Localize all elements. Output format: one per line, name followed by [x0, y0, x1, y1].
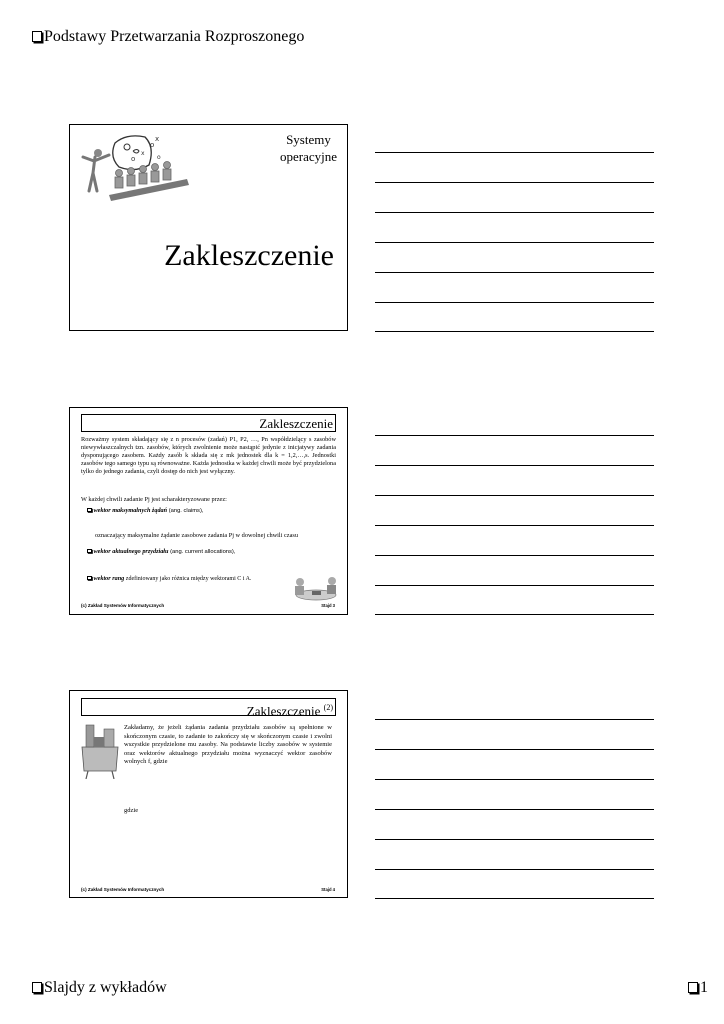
slide-3 [69, 690, 348, 898]
note-line [375, 182, 654, 183]
svg-text:o: o [131, 155, 136, 163]
bullet-claims-rest: (ang. claims), [167, 508, 204, 514]
page-footer [32, 979, 167, 997]
note-line [375, 585, 654, 586]
checkbox-bullet-icon [87, 508, 92, 513]
bullet-claims-bold: wektor maksymalnych żądań [93, 507, 168, 514]
page-number-value: 1 [700, 979, 708, 996]
note-line [375, 272, 654, 273]
page-footer-left: Slajdy z wykładów [44, 979, 167, 996]
slide-2-footer-left: (c) Zakład Systemów Informatycznych [81, 603, 165, 608]
note-line [375, 614, 654, 615]
note-line [375, 555, 654, 556]
slide-2-bullet-rank [87, 575, 251, 582]
note-line [375, 749, 654, 750]
note-line [375, 152, 654, 153]
checkbox-bullet-icon [32, 982, 42, 993]
note-line [375, 495, 654, 496]
slide-1 [69, 124, 348, 331]
svg-text:o: o [150, 141, 155, 149]
note-line [375, 719, 654, 720]
bullet-rank-rest: zdefiniowany jako różnica między wektorami C i A. [124, 576, 252, 582]
checkbox-bullet-icon [32, 31, 42, 42]
note-line [375, 242, 654, 243]
slide-3-paragraph-2: gdzie [124, 807, 139, 814]
slide-2-footer-right: Stajd 3 [321, 603, 335, 608]
note-line [375, 779, 654, 780]
checkbox-bullet-icon [688, 982, 698, 993]
note-line [375, 525, 654, 526]
slide-3-footer-right: Stajd 4 [321, 887, 335, 892]
computer-desk-clipart-icon [78, 721, 122, 779]
page-number [688, 979, 708, 997]
note-line [375, 898, 654, 899]
slide-1-subtitle-line2: operacyjne [279, 149, 337, 164]
slide-3-title-text: Zakleszczenie [246, 703, 321, 719]
note-line [375, 465, 654, 466]
slide-1-subtitle-line1: Systemy [286, 132, 331, 147]
slide-2-bullet-allocations [87, 548, 235, 555]
slide-3-title-sup: (2) [323, 703, 333, 712]
slide-3-title [81, 698, 336, 719]
slide-3-footer-left: (c) Zakład Systemów Informatycznych [81, 887, 165, 892]
slide-2-title: Zakleszczenie [81, 414, 336, 432]
slide-2-note: oznaczający maksymalne żądanie zasobowe zadania Pj w dowolnej chwili czasu [95, 532, 298, 539]
checkbox-bullet-icon [87, 576, 92, 581]
slide-1-title: Zakleszczenie [164, 239, 334, 272]
page-header [32, 28, 304, 46]
slide-2-paragraph-2: W każdej chwili zadanie Pj jest scharakteryzowane przez: [81, 496, 227, 503]
teacher-presentation-clipart-icon [75, 129, 193, 209]
svg-text:x: x [141, 150, 145, 157]
note-line [375, 869, 654, 870]
note-line [375, 212, 654, 213]
checkbox-bullet-icon [87, 549, 92, 554]
page-header-title: Podstawy Przetwarzania Rozproszonego [44, 28, 305, 45]
slide-3-paragraph-1: Zakładamy, że jeżeli żądania zadania przydziału zasobów są spełnione w skończonym czasie, to zadanie to zakończy się w skończonym czasie i zwolni wszystkie przydzielone mu zasoby. Na podstawie liczby zasobów w systemie oraz wektorów aktualnego przydziału można wyznaczyć wektor zasobów wolnych f, gdzie [124, 724, 332, 766]
svg-text:o: o [157, 154, 161, 161]
bullet-allocations-bold: wektor aktualnego przydziału [93, 548, 169, 555]
slide-2 [69, 407, 348, 615]
people-table-clipart-icon [288, 574, 344, 604]
note-line [375, 809, 654, 810]
svg-text:x: x [155, 135, 160, 143]
slide-1-subtitle [280, 131, 337, 165]
bullet-rank-bold: wektor rang [93, 575, 125, 582]
slide-2-paragraph-1: Rozważmy system składający się z n procesów (zadań) P1, P2, …, Pn współdzielący s zasobów niewywłaszczalnych tzn. zasobów, których zwolnienie może nastąpić jedynie z inicjatywy zadania dysponującego zasobem. Każdy zasób k składa się z mk jednostek dla k = 1,2,…,s. Jednostki zasobów tego samego typu są równoważne. Każda jednostka w każdej chwili może być przydzielona tylko do jednego zadania, czyli dostęp do nich jest wyłączny. [81, 436, 336, 475]
note-line [375, 435, 654, 436]
bullet-allocations-rest: (ang. current allocations), [168, 549, 236, 555]
note-line [375, 302, 654, 303]
slide-2-bullet-claims [87, 507, 203, 514]
note-line [375, 331, 654, 332]
note-line [375, 839, 654, 840]
